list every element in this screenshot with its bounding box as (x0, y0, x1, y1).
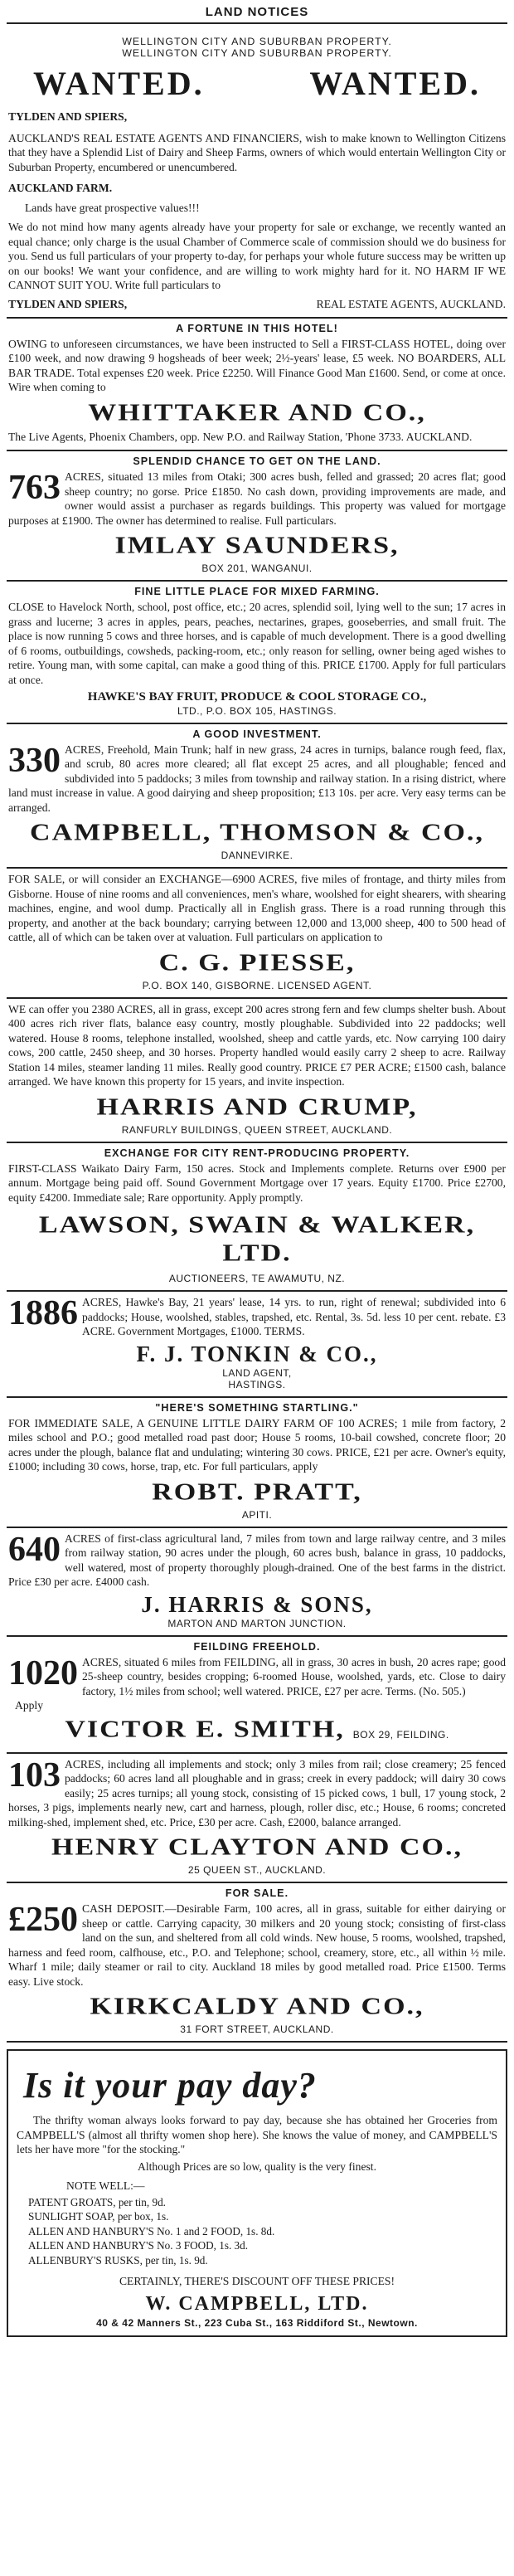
ad-pratt (7, 1398, 507, 1528)
ad-tail: The Live Agents, Phoenix Chambers, opp. New P.O. and Railway Station, 'Phone 3733. AUCKLAND. (8, 430, 473, 443)
ad-title: FINE LITTLE PLACE FOR MIXED FARMING. (134, 586, 380, 597)
ad-tail: AUCTIONEERS, TE AWAMUTU, NZ. (168, 1273, 346, 1284)
ad-harris-sons (7, 1528, 507, 1637)
ad-henry-clayton (7, 1754, 507, 1884)
section-header: LAND NOTICES (7, 5, 507, 24)
ad-tylden-spiers (7, 32, 507, 319)
ad-lead-number: 330 (8, 741, 61, 780)
ad-apply: Apply (15, 1699, 43, 1712)
ad-title: SPLENDID CHANCE TO GET ON THE LAND. (133, 455, 381, 467)
ad-firm: ROBT. PRATT, (152, 1478, 362, 1505)
ad-firm: VICTOR E. SMITH, (65, 1716, 345, 1742)
ad-tail: LAND AGENT, (222, 1366, 292, 1379)
ad-title: A FORTUNE IN THIS HOTEL! (176, 322, 338, 334)
ad-imlay-saunders (7, 451, 507, 582)
ad-body: ACRES, Hawke's Bay, 21 years' lease, 14 yrs. to run, right of renewal; subdivided into 6 paddocks; House, woolshed, stables, trapshed, etc. Rental, 3s. 5d. less 10 per cent. rebate. £3 ACRE. Government Mortgages, £1000. TERMS. (82, 1296, 506, 1337)
ad-w-campbell (7, 2049, 507, 2337)
price-list (28, 2195, 497, 2268)
ad-lawson-swain-walker (7, 1143, 507, 1293)
ad-body: ACRES, situated 13 miles from Otaki; 300 acres bush, felled and grassed; 20 acres flat; good sheep country; no gorse. Price £1850. No cash down, providing improvements are made, and owner would assist a purchaser as regards buildings. This property was valued for mortgage purposes at £1900. The owner has determined to realise. Full particulars. (8, 470, 506, 527)
ad-firm: HENRY CLAYTON AND CO., (51, 1833, 463, 1861)
ad-lead-number: 1886 (8, 1294, 78, 1332)
ad-signature-firm: TYLDEN AND SPIERS, (8, 297, 128, 310)
ad-wanted-right: WANTED. (309, 65, 481, 102)
ad-wanted-left: WANTED. (33, 65, 205, 102)
ad-body: ACRES of first-class agricultural land, 7 miles from town and large railway centre, and 3 miles from railway station, 90 acres under the plough, 60 acres bush, balance in grass, 10 paddocks, well watered, most of property thoroughly plough-drained. One of the best farms in the district. Price £30 per acre. £4000 cash. (8, 1531, 506, 1588)
ad-tail: P.O. BOX 140, GISBORNE. LICENSED AGENT. (142, 979, 372, 991)
ad-title: FOR SALE. (225, 1887, 289, 1899)
ad-tail: APITI. (241, 1508, 273, 1521)
ad-signature-role: REAL ESTATE AGENTS, AUCKLAND. (316, 297, 506, 310)
ad-firm: C. G. PIESSE, (158, 949, 356, 976)
ad-lead-number: 1020 (8, 1653, 78, 1692)
ad-whittaker (7, 319, 507, 452)
ad-tail: 31 FORT STREET, AUCKLAND. (180, 2023, 334, 2035)
ad-subheading: AUCKLAND FARM. (8, 182, 113, 194)
ad-body: AUCKLAND'S REAL ESTATE AGENTS AND FINANCIERS, wish to make known to Wellington Citizens that they have a Splendid List of Dairy and Sheep Farms, owners of which would entertain Wellington City or Suburban Property, encumbered or unencumbered. (8, 131, 506, 173)
ad-tail: MARTON AND MARTON JUNCTION. (167, 1617, 347, 1629)
ad-body: The thrifty woman always looks forward to pay day, because she has obtained her Groceries from CAMPBELL'S (almost all thrifty women shop here). She knows the value of money, and CAMPBELL'S lets her have more "for the stocking." (17, 2114, 497, 2155)
ad-firm: WHITTAKER AND CO., (88, 399, 426, 426)
ad-firm: IMLAY SAUNDERS, (114, 532, 400, 559)
ad-signature (8, 298, 506, 311)
ad-body: FOR IMMEDIATE SALE, A GENUINE LITTLE DAIRY FARM OF 100 ACRES; 1 mile from factory, 2 miles school and P.O.; good metalled road past door; House 5 rooms, 10-bail cowshed, concrete floor; 20 acres under the plough, balance flat and undulating; wintering 30 cows. PRICE, £21 per acre. Owner's equity, £1000; including 30 cows, horse, trap, etc. For full particulars, apply (8, 1416, 506, 1473)
ad-firm: CAMPBELL, THOMSON & CO., (30, 819, 484, 846)
ad-tail: LTD., P.O. BOX 105, HASTINGS. (177, 704, 337, 717)
ad-body: CASH DEPOSIT.—Desirable Farm, 100 acres, all in grass, suitable for either dairying or sheep or cattle. Carrying capacity, 30 milkers and 20 young stock; consisting of first-class land on the sun, and sheltered from all cold winds. New house, 5 rooms, woolshed, trapshed, harness and feed room, calfhouse, etc., P.O. and Telephone; school, creamery, store, etc., all within ½ mile. Wharf 1 mile; daily steamer or rail to city. Auckland 18 miles by good metalled road. Price £1500. Terms easy. Live stock. (8, 1902, 506, 1988)
ad-signature (8, 1713, 506, 1746)
ad-firm: TYLDEN AND SPIERS, (8, 110, 128, 123)
ad-title: A GOOD INVESTMENT. (192, 728, 322, 740)
ad-title: "HERE'S SOMETHING STARTLING." (155, 1401, 359, 1414)
ad-note: NOTE WELL:— (66, 2179, 145, 2192)
ad-tail: BOX 29, FEILDING. (352, 1728, 449, 1741)
ad-body: OWING to unforeseen circumstances, we have been instructed to Sell a FIRST-CLASS HOTEL, doing over £100 week, and now drawing 9 hogsheads of beer week; 2½-years' lease, £5 week. NO BOARDERS, ALL BAR TRADE. Total expenses £20 week. Price £2250. Will Finance Good Man £1600. Send, or come at once. Wire when coming to (8, 337, 506, 393)
ad-lead-number: 103 (8, 1755, 61, 1794)
ad-wanted-row (33, 64, 481, 103)
ad-subtitle: WELLINGTON CITY AND SUBURBAN PROPERTY. (122, 36, 392, 47)
ad-piesse (7, 869, 507, 999)
ad-body: WE can offer you 2380 ACRES, all in grass, except 200 acres strong fern and few clumps shelter bush. About 400 acres rich river flats, balance easy country, mostly ploughable. Subdivided into 22 paddocks; well watered. House 8 rooms, telephone installed, woolshed, sheep and cattle yards, etc. Now carrying 100 dairy cows, 200 cattle, 2450 sheep, and 30 horses. Property handled would easily carry 2 sheep to acre. Railway Station 14 miles, steamer landing 11 miles. Really good country. PRICE £7 PER ACRE; £1500 cash, balance arranged. We have known this property for 15 years, and invite inspection. (8, 1002, 506, 1088)
ad-body: ACRES, Freehold, Main Trunk; half in new grass, 24 acres in turnips, balance rough feed, flax, and scrub, 80 acres more cleared; all flat except 25 acres, and all ploughable; fenced and subdivided into 5 paddocks; 3 miles from township and railway station. In a rising district, where land must increase in value. A good dairying and sheep proposition; £13 10s. per acre. Very easy terms can be arranged. (8, 743, 506, 814)
ad-firm: LAWSON, SWAIN & WALKER, LTD. (38, 1211, 476, 1267)
ad-tonkin (7, 1292, 507, 1398)
ad-body: Although Prices are so low, quality is the very finest. (138, 2160, 376, 2173)
ad-lead-number: £250 (8, 1901, 78, 1939)
ad-lead-number: 763 (8, 469, 61, 507)
ad-lead-number: 640 (8, 1530, 61, 1569)
ad-subtitle: WELLINGTON CITY AND SUBURBAN PROPERTY. (122, 47, 392, 59)
ad-tail: HASTINGS. (228, 1378, 286, 1390)
ad-tail: RANFURLY BUILDINGS, QUEEN STREET, AUCKLAND. (121, 1123, 393, 1136)
ad-victor-smith (7, 1637, 507, 1754)
ad-tail: 25 QUEEN ST., AUCKLAND. (187, 1864, 327, 1876)
ad-firm: HAWKE'S BAY FRUIT, PRODUCE & COOL STORAGE CO., (87, 690, 427, 704)
ad-body: ACRES, including all implements and stock; only 3 miles from rail; close creamery; 25 fenced paddocks; 60 acres land all ploughable and in grass; creek in every paddock; will dairy 30 cows easily; 25 acres turnips; all young stock, consisting of 15 picked cows, 1 bull, 17 young stock, 2 horses, 3 pigs, implements nearly new, cart and harness, plough, roller disc, etc.; House, 6 rooms; concreted milking-shed, implement shed, etc. Price, £30 per acre. Cash, £2000, balance arranged. (8, 1757, 506, 1829)
ad-campbell-thomson (7, 724, 507, 869)
price-list-item: ALLEN AND HANBURY'S No. 1 and 2 FOOD, 1s. 8d. (28, 2224, 275, 2238)
price-list-item: ALLEN AND HANBURY'S No. 3 FOOD, 1s. 3d. (28, 2239, 249, 2252)
ad-tail: 40 & 42 Manners St., 223 Cuba St., 163 Riddiford St., Newtown. (96, 2316, 418, 2329)
ad-body: FOR SALE, or will consider an EXCHANGE—6900 ACRES, five miles of frontage, and thirty miles from Gisborne. House of nine rooms and all conveniences, men's whare, woolshed for eight shearers, with shearing machines, engine, and wool dump. Practically all in English grass. There is a road running through this property, and another at the back boundary; carrying between 12,000 and 13,000 sheep, 400 to 500 head of cattle, all of which can be taken over at valuation. Full particulars on application to (8, 873, 506, 943)
ad-tail: DANNEVIRKE. (221, 850, 293, 861)
ad-closing: CERTAINLY, THERE'S DISCOUNT OFF THESE PRICES! (119, 2275, 395, 2287)
ad-title: EXCHANGE FOR CITY RENT-PRODUCING PROPERTY. (104, 1147, 410, 1159)
ad-firm: W. CAMPBELL, LTD. (145, 2292, 369, 2315)
ad-harris-crump (7, 999, 507, 1143)
ad-firm: KIRKCALDY AND CO., (90, 1993, 424, 2020)
ad-body: FIRST-CLASS Waikato Dairy Farm, 150 acres. Stock and Implements complete. Returns over £900 per annum. Mortgage being paid off. Sound Government Mortgage over 17 years. Equity £1700. Price £2700, equity £4200. Immediate sale; Rare opportunity. Apply promptly. (8, 1161, 506, 1204)
ad-body: Lands have great prospective values!!! (25, 201, 200, 214)
ad-body: We do not mind how many agents already have your property for sale or exchange, we recently wanted an equal chance; only charge is the usual Chamber of Commerce scale of commission should we do business for you. Send us full particulars of your property to-day, for perhaps your whole future success may be written up on our books! We want your confidence, and are willing to work mighty hard for it. NO HARM IF WE CANNOT SUIT YOU. Write full particulars to (8, 221, 506, 291)
ad-tail: BOX 201, WANGANUI. (201, 562, 313, 574)
ad-headline: Is it your pay day? (23, 2065, 317, 2106)
ad-body: ACRES, situated 6 miles from FEILDING, all in grass, 30 acres in bush, 20 acres rape; good 25-sheep country, besides cropping; 6-roomed House, woolshed, yards, etc. Close to dairy factory, 1½ miles from school; well watered. PRICE, £27 per acre. Terms. (No. 505.) (82, 1655, 506, 1697)
price-list-item: ALLENBURY'S RUSKS, per tin, 1s. 9d. (28, 2253, 208, 2267)
price-list-item: PATENT GROATS, per tin, 9d. (28, 2195, 166, 2208)
ad-firm: F. J. TONKIN & CO., (136, 1341, 378, 1366)
ad-hawkes-bay-fruit (7, 582, 507, 724)
ad-title: FEILDING FREEHOLD. (193, 1640, 321, 1653)
price-list-item: SUNLIGHT SOAP, per box, 1s. (28, 2210, 169, 2223)
ad-firm: J. HARRIS & SONS, (141, 1591, 373, 1617)
ad-body: CLOSE to Havelock North, school, post office, etc.; 20 acres, splendid soil, lying well to the sun; 17 acres in grass and lucerne; 3 acres in apples, pears, peaches, nectarines, grapes, gooseberries, and small fruit. The place is now running 5 cows and three horses, and is capable of much development. There is a good dwelling of 6 rooms, outbuildings, cowsheds, packing-room, etc.; only reason for selling, owner being aged wishes to retire. Young man, with some capital, can make a good thing of this. PRICE £1700. Apply for full particulars at once. (8, 601, 506, 686)
ad-kirkcaldy (7, 1883, 507, 2043)
ad-firm: HARRIS AND CRUMP, (96, 1093, 418, 1120)
